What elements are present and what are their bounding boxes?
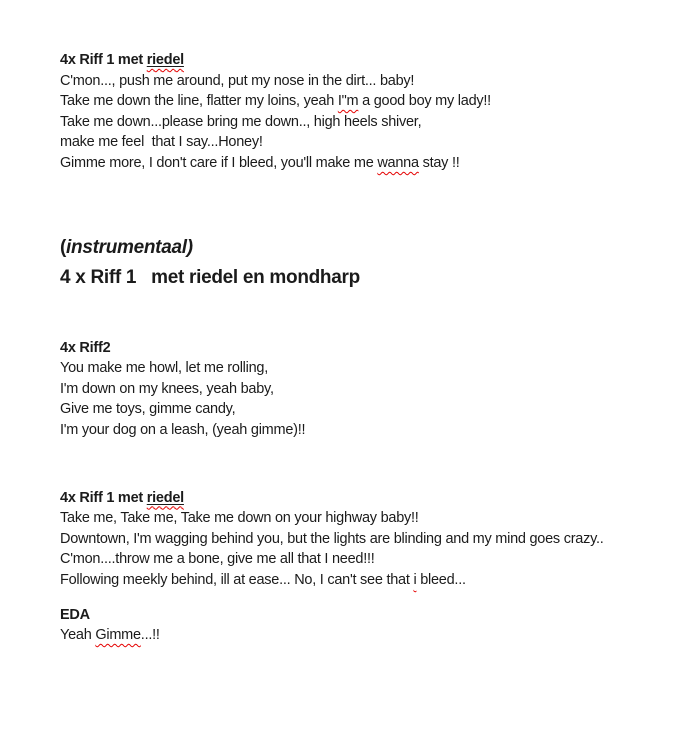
text-segment: stay !! xyxy=(418,154,460,171)
underlined-text: riedel xyxy=(146,52,184,68)
lyric-line xyxy=(60,549,659,570)
section-heading xyxy=(60,605,659,626)
text-segment: C'mon..., push me around, put my nose in the dirt... baby! xyxy=(60,72,415,89)
lyric-line xyxy=(60,71,659,92)
text-segment: Yeah xyxy=(60,627,96,644)
lyric-line xyxy=(60,153,659,174)
lyric-line xyxy=(60,399,659,420)
text-segment: Downtown, I'm wagging behind you, but the lights are blinding and my mind goes crazy.. xyxy=(60,530,604,547)
text-segment: I'm down on my knees, yeah baby, xyxy=(60,380,274,397)
text-segment: Take me down the line, flatter my loins, yeah xyxy=(60,93,338,110)
verse-3 xyxy=(60,488,659,591)
text-segment: a good boy my lady!! xyxy=(358,93,491,110)
underlined-text: riedel xyxy=(146,489,184,506)
text-segment: ( xyxy=(60,236,67,258)
text-segment: instrumentaal) xyxy=(66,236,193,258)
text-segment: Take me, Take me, Take me down on your highway baby!! xyxy=(60,510,419,527)
text-segment: ...!! xyxy=(140,627,160,644)
misspelled-word: i xyxy=(413,571,417,588)
text-segment: Take me down...please bring me down.., high heels shiver, xyxy=(60,113,422,130)
section-heading xyxy=(60,263,659,293)
lyric-line xyxy=(60,132,659,153)
text-segment: bleed... xyxy=(416,571,466,588)
outro xyxy=(60,605,659,646)
verse-1 xyxy=(60,50,659,174)
section-heading xyxy=(60,50,659,71)
text-segment: EDA xyxy=(60,606,90,623)
misspelled-word: Gimme xyxy=(95,627,141,644)
instrumental-section xyxy=(60,233,659,293)
text-segment: make me feel that I say...Honey! xyxy=(60,134,263,151)
verse-2 xyxy=(60,338,659,441)
misspelled-word xyxy=(147,490,184,506)
text-segment: Gimme more, I don't care if I bleed, you'll make me xyxy=(60,154,378,171)
text-segment: I'm your dog on a leash, (yeah gimme)!! xyxy=(60,421,306,438)
lyric-line xyxy=(60,358,659,379)
lyric-line xyxy=(60,529,659,550)
lyric-line xyxy=(60,91,659,112)
text-segment: 4 x Riff 1 met riedel en mondharp xyxy=(60,266,360,288)
lyric-line xyxy=(60,112,659,133)
text-segment: 4x Riff 1 met xyxy=(60,489,147,506)
lyric-line xyxy=(60,508,659,529)
text-segment: Following meekly behind, ill at ease... No, I can't see that xyxy=(60,571,414,588)
lyric-line xyxy=(60,570,659,591)
section-heading xyxy=(60,338,659,359)
section-heading xyxy=(60,488,659,509)
text-segment: You make me howl, let me rolling, xyxy=(60,360,269,377)
misspelled-word: I"m xyxy=(337,93,359,110)
text-segment: 4x Riff2 xyxy=(60,339,111,356)
lyric-line xyxy=(60,420,659,441)
section-heading xyxy=(60,233,659,263)
misspelled-word: wanna xyxy=(377,154,419,171)
lyric-line xyxy=(60,379,659,400)
misspelled-word xyxy=(147,52,184,68)
text-segment: Give me toys, gimme candy, xyxy=(60,401,236,418)
lyric-line xyxy=(60,625,659,646)
text-segment: C'mon....throw me a bone, give me all that I need!!! xyxy=(60,551,375,568)
text-segment: 4x Riff 1 met xyxy=(60,52,147,68)
